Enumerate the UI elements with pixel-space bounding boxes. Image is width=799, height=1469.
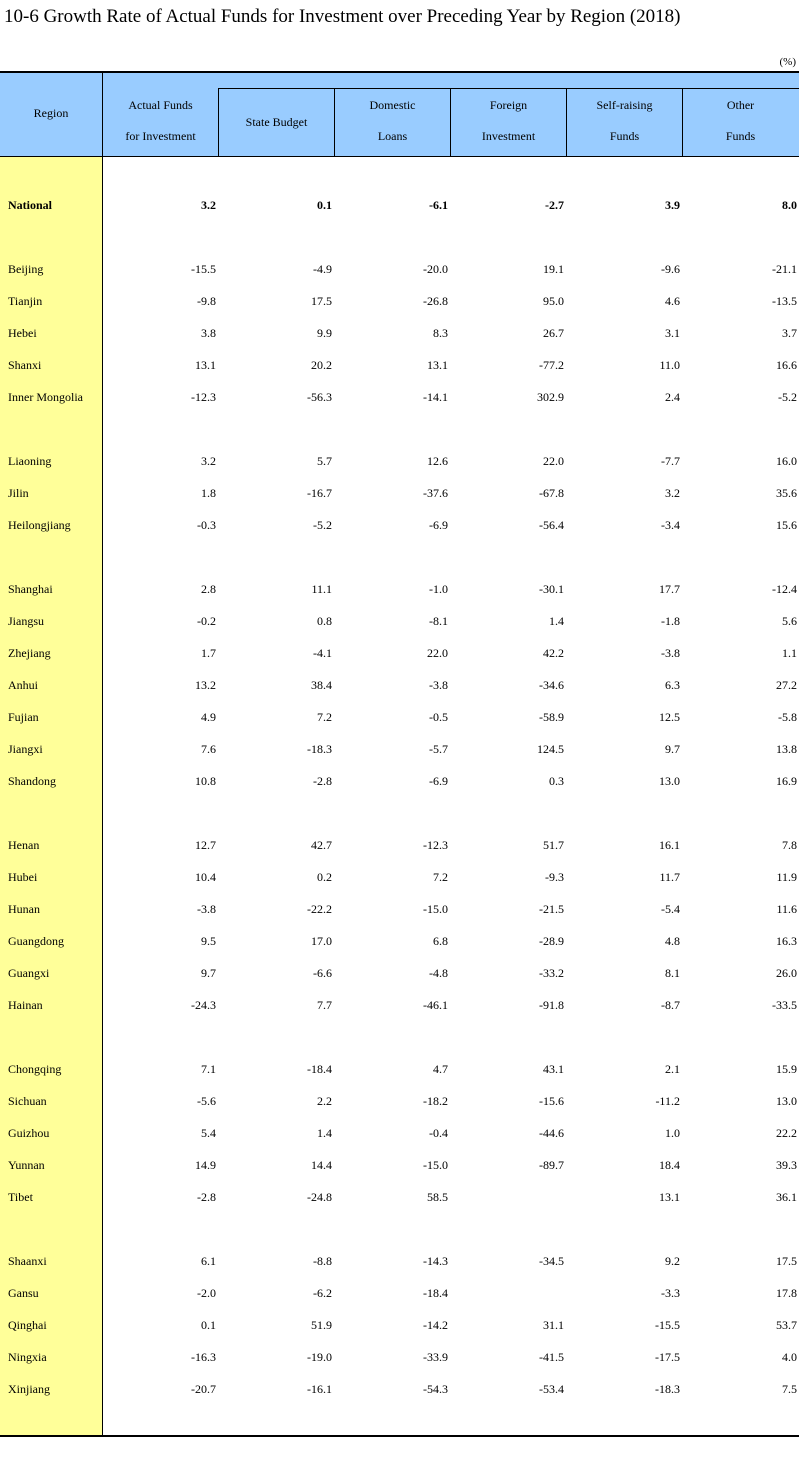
- cell-domestic: -37.6: [423, 486, 448, 500]
- cell-domestic: -6.9: [429, 518, 448, 532]
- cell-other: 17.8: [776, 1286, 797, 1300]
- region-name: Heilongjiang: [8, 518, 71, 532]
- cell-domestic: -18.2: [423, 1094, 448, 1108]
- header-foreign-line2: Investment: [481, 129, 536, 143]
- cell-self: 2.4: [665, 390, 680, 404]
- region-name: Hainan: [8, 998, 43, 1012]
- cell-state: 1.4: [317, 1126, 332, 1140]
- cell-domestic: -46.1: [423, 998, 448, 1012]
- cell-self: 11.0: [659, 358, 680, 372]
- cell-foreign: -21.5: [539, 902, 564, 916]
- header-foreign-investment: [451, 98, 566, 144]
- table-row: [0, 1380, 799, 1398]
- table-row: [0, 900, 799, 918]
- cell-other: -13.5: [772, 294, 797, 308]
- region-name: Anhui: [8, 678, 38, 692]
- header-other-line2: Funds: [725, 129, 756, 143]
- cell-actual: -3.8: [197, 902, 216, 916]
- cell-foreign: -77.2: [539, 358, 564, 372]
- cell-state: -5.2: [313, 518, 332, 532]
- cell-other: 53.7: [776, 1318, 797, 1332]
- header-foreign-line1: Foreign: [489, 98, 528, 112]
- region-name: Guizhou: [8, 1126, 50, 1140]
- cell-state: 38.4: [311, 678, 332, 692]
- cell-state: -56.3: [307, 390, 332, 404]
- region-name: National: [8, 198, 53, 212]
- cell-other: 15.6: [776, 518, 797, 532]
- cell-domestic: 12.6: [427, 454, 448, 468]
- cell-state: -19.0: [307, 1350, 332, 1364]
- cell-domestic: 13.1: [427, 358, 448, 372]
- cell-self: -15.5: [655, 1318, 680, 1332]
- cell-other: 11.9: [776, 870, 797, 884]
- table-row: [0, 612, 799, 630]
- cell-state: 5.7: [317, 454, 332, 468]
- cell-other: 39.3: [776, 1158, 797, 1172]
- cell-domestic: -4.8: [429, 966, 448, 980]
- cell-state: -4.9: [313, 262, 332, 276]
- cell-self: -1.8: [661, 614, 680, 628]
- cell-other: 13.0: [776, 1094, 797, 1108]
- cell-foreign: -34.6: [539, 678, 564, 692]
- cell-foreign: 42.2: [543, 646, 564, 660]
- cell-domestic: -14.2: [423, 1318, 448, 1332]
- cell-actual: -0.3: [197, 518, 216, 532]
- cell-state: -18.3: [307, 742, 332, 756]
- cell-state: -22.2: [307, 902, 332, 916]
- header-actual-line1: Actual Funds: [128, 98, 193, 112]
- cell-self: 13.1: [659, 1190, 680, 1204]
- cell-other: 15.9: [776, 1062, 797, 1076]
- region-name: Inner Mongolia: [8, 390, 83, 404]
- cell-other: -12.4: [772, 582, 797, 596]
- table-row: [0, 356, 799, 374]
- cell-actual: -24.3: [191, 998, 216, 1012]
- table-row: [0, 868, 799, 886]
- cell-other: 16.3: [776, 934, 797, 948]
- cell-state: 7.7: [317, 998, 332, 1012]
- cell-actual: 12.7: [195, 838, 216, 852]
- cell-domestic: -20.0: [423, 262, 448, 276]
- region-name: Qinghai: [8, 1318, 47, 1332]
- cell-self: 4.6: [665, 294, 680, 308]
- region-name: Jiangxi: [8, 742, 43, 756]
- cell-foreign: -34.5: [539, 1254, 564, 1268]
- cell-state: 2.2: [317, 1094, 332, 1108]
- table-row: [0, 676, 799, 694]
- cell-domestic: -3.8: [429, 678, 448, 692]
- cell-foreign: -2.7: [545, 198, 564, 212]
- cell-actual: -16.3: [191, 1350, 216, 1364]
- region-name: Chongqing: [8, 1062, 62, 1076]
- region-name: Guangdong: [8, 934, 64, 948]
- cell-domestic: 8.3: [433, 326, 448, 340]
- cell-other: -21.1: [772, 262, 797, 276]
- table-row: [0, 708, 799, 726]
- cell-domestic: -6.9: [429, 774, 448, 788]
- cell-self: 6.3: [665, 678, 680, 692]
- cell-actual: 1.7: [201, 646, 216, 660]
- cell-other: 7.5: [782, 1382, 797, 1396]
- cell-actual: 3.2: [201, 198, 216, 212]
- cell-state: -2.8: [313, 774, 332, 788]
- page-title: 10-6 Growth Rate of Actual Funds for Investment over Preceding Year by Region (2018): [4, 6, 681, 27]
- cell-foreign: 22.0: [543, 454, 564, 468]
- cell-actual: 10.4: [195, 870, 216, 884]
- table-row: [0, 1092, 799, 1110]
- region-name: Yunnan: [8, 1158, 45, 1172]
- cell-actual: -2.8: [197, 1190, 216, 1204]
- cell-foreign: 95.0: [543, 294, 564, 308]
- header-actual-funds: [103, 98, 218, 144]
- cell-foreign: -15.6: [539, 1094, 564, 1108]
- region-name: Henan: [8, 838, 40, 852]
- cell-domestic: -6.1: [429, 198, 448, 212]
- cell-state: 51.9: [311, 1318, 332, 1332]
- region-name: Ningxia: [8, 1350, 47, 1364]
- cell-self: -7.7: [661, 454, 680, 468]
- region-name: Gansu: [8, 1286, 39, 1300]
- cell-actual: 10.8: [195, 774, 216, 788]
- cell-state: 0.1: [317, 198, 332, 212]
- cell-domestic: -0.5: [429, 710, 448, 724]
- cell-domestic: -0.4: [429, 1126, 448, 1140]
- cell-state: 0.8: [317, 614, 332, 628]
- cell-state: -18.4: [307, 1062, 332, 1076]
- header-domestic-loans: [335, 98, 450, 144]
- cell-self: 9.2: [665, 1254, 680, 1268]
- cell-other: 7.8: [782, 838, 797, 852]
- region-name: Shaanxi: [8, 1254, 47, 1268]
- cell-actual: -9.8: [197, 294, 216, 308]
- cell-actual: 1.8: [201, 486, 216, 500]
- cell-domestic: 58.5: [427, 1190, 448, 1204]
- cell-domestic: -1.0: [429, 582, 448, 596]
- table-row: [0, 932, 799, 950]
- table-row: [0, 580, 799, 598]
- region-name: Jiangsu: [8, 614, 44, 628]
- cell-foreign: 302.9: [537, 390, 564, 404]
- table-row: [0, 1252, 799, 1270]
- cell-actual: 13.1: [195, 358, 216, 372]
- cell-foreign: -28.9: [539, 934, 564, 948]
- cell-self: -17.5: [655, 1350, 680, 1364]
- cell-actual: 4.9: [201, 710, 216, 724]
- cell-domestic: -12.3: [423, 838, 448, 852]
- cell-state: 9.9: [317, 326, 332, 340]
- cell-domestic: 6.8: [433, 934, 448, 948]
- cell-domestic: -5.7: [429, 742, 448, 756]
- cell-domestic: -18.4: [423, 1286, 448, 1300]
- cell-actual: -5.6: [197, 1094, 216, 1108]
- cell-state: -16.7: [307, 486, 332, 500]
- table-row: [0, 324, 799, 342]
- cell-state: -6.6: [313, 966, 332, 980]
- cell-actual: -0.2: [197, 614, 216, 628]
- cell-other: 17.5: [776, 1254, 797, 1268]
- cell-self: -3.3: [661, 1286, 680, 1300]
- cell-foreign: 0.3: [549, 774, 564, 788]
- region-name: Zhejiang: [8, 646, 51, 660]
- cell-state: 0.2: [317, 870, 332, 884]
- table-row: [0, 1316, 799, 1334]
- cell-actual: -20.7: [191, 1382, 216, 1396]
- table-row: [0, 1124, 799, 1142]
- cell-actual: 7.1: [201, 1062, 216, 1076]
- cell-foreign: -89.7: [539, 1158, 564, 1172]
- cell-other: 16.6: [776, 358, 797, 372]
- cell-foreign: -41.5: [539, 1350, 564, 1364]
- table-row: [0, 1348, 799, 1366]
- cell-self: -11.2: [655, 1094, 680, 1108]
- cell-foreign: -67.8: [539, 486, 564, 500]
- cell-domestic: -8.1: [429, 614, 448, 628]
- cell-other: 3.7: [782, 326, 797, 340]
- table-row: [0, 1284, 799, 1302]
- table-row: [0, 516, 799, 534]
- cell-other: 16.0: [776, 454, 797, 468]
- cell-state: 20.2: [311, 358, 332, 372]
- cell-actual: 0.1: [201, 1318, 216, 1332]
- region-name: Fujian: [8, 710, 39, 724]
- cell-self: -3.8: [661, 646, 680, 660]
- cell-self: 3.9: [665, 198, 680, 212]
- cell-foreign: -56.4: [539, 518, 564, 532]
- cell-other: 26.0: [776, 966, 797, 980]
- cell-self: -8.7: [661, 998, 680, 1012]
- cell-self: 3.1: [665, 326, 680, 340]
- region-name: Shanghai: [8, 582, 53, 596]
- table-row: [0, 644, 799, 662]
- cell-actual: -2.0: [197, 1286, 216, 1300]
- cell-other: 11.6: [776, 902, 797, 916]
- cell-actual: 9.5: [201, 934, 216, 948]
- header-other-line1: Other: [726, 98, 755, 112]
- cell-state: 17.0: [311, 934, 332, 948]
- region-name: Shandong: [8, 774, 56, 788]
- table-row: [0, 260, 799, 278]
- cell-state: -4.1: [313, 646, 332, 660]
- cell-self: 12.5: [659, 710, 680, 724]
- region-name: Shanxi: [8, 358, 42, 372]
- region-name: Hubei: [8, 870, 38, 884]
- cell-domestic: -14.1: [423, 390, 448, 404]
- cell-foreign: 1.4: [549, 614, 564, 628]
- cell-other: 16.9: [776, 774, 797, 788]
- cell-self: 11.7: [659, 870, 680, 884]
- cell-state: -8.8: [313, 1254, 332, 1268]
- table-row: [0, 388, 799, 406]
- cell-state: 11.1: [311, 582, 332, 596]
- cell-other: 8.0: [782, 198, 797, 212]
- region-column-background: [0, 157, 103, 1435]
- cell-actual: 3.8: [201, 326, 216, 340]
- cell-foreign: 31.1: [543, 1318, 564, 1332]
- cell-state: 17.5: [311, 294, 332, 308]
- table-row: [0, 484, 799, 502]
- header-self-line1: Self-raising: [596, 98, 653, 112]
- cell-actual: 9.7: [201, 966, 216, 980]
- cell-domestic: -33.9: [423, 1350, 448, 1364]
- table-row: [0, 1060, 799, 1078]
- cell-self: 18.4: [659, 1158, 680, 1172]
- cell-actual: 2.8: [201, 582, 216, 596]
- header-domestic-line2: Loans: [377, 129, 408, 143]
- cell-other: -5.8: [778, 710, 797, 724]
- cell-foreign: 51.7: [543, 838, 564, 852]
- cell-state: 14.4: [311, 1158, 332, 1172]
- cell-self: 16.1: [659, 838, 680, 852]
- cell-other: 5.6: [782, 614, 797, 628]
- region-name: Xinjiang: [8, 1382, 50, 1396]
- header-region: Region: [33, 106, 69, 120]
- region-name: Liaoning: [8, 454, 52, 468]
- cell-self: -9.6: [661, 262, 680, 276]
- cell-other: 1.1: [782, 646, 797, 660]
- cell-foreign: -33.2: [539, 966, 564, 980]
- cell-foreign: -44.6: [539, 1126, 564, 1140]
- cell-other: 35.6: [776, 486, 797, 500]
- cell-self: 2.1: [665, 1062, 680, 1076]
- region-name: Jilin: [8, 486, 29, 500]
- cell-domestic: -14.3: [423, 1254, 448, 1268]
- cell-actual: 13.2: [195, 678, 216, 692]
- region-name: Sichuan: [8, 1094, 47, 1108]
- cell-actual: -15.5: [191, 262, 216, 276]
- cell-domestic: -15.0: [423, 902, 448, 916]
- cell-other: 36.1: [776, 1190, 797, 1204]
- cell-self: -3.4: [661, 518, 680, 532]
- header-self-line2: Funds: [609, 129, 640, 143]
- region-name: Tianjin: [8, 294, 43, 308]
- table-row: [0, 836, 799, 854]
- cell-domestic: 22.0: [427, 646, 448, 660]
- header-state-budget: State Budget: [245, 115, 308, 129]
- region-name: Hebei: [8, 326, 37, 340]
- cell-state: -6.2: [313, 1286, 332, 1300]
- cell-domestic: 7.2: [433, 870, 448, 884]
- cell-self: -18.3: [655, 1382, 680, 1396]
- table-row: [0, 964, 799, 982]
- region-name: Hunan: [8, 902, 40, 916]
- cell-other: 13.8: [776, 742, 797, 756]
- cell-foreign: -58.9: [539, 710, 564, 724]
- table-row: [0, 740, 799, 758]
- cell-self: -5.4: [661, 902, 680, 916]
- region-name: Tibet: [8, 1190, 33, 1204]
- cell-other: 27.2: [776, 678, 797, 692]
- table-row: [0, 292, 799, 310]
- cell-domestic: -26.8: [423, 294, 448, 308]
- cell-foreign: -91.8: [539, 998, 564, 1012]
- cell-self: 17.7: [659, 582, 680, 596]
- header-subrule: [218, 88, 799, 89]
- bottom-rule: [0, 1435, 799, 1437]
- cell-foreign: 43.1: [543, 1062, 564, 1076]
- cell-domestic: -15.0: [423, 1158, 448, 1172]
- cell-domestic: 4.7: [433, 1062, 448, 1076]
- cell-actual: 6.1: [201, 1254, 216, 1268]
- cell-self: 8.1: [665, 966, 680, 980]
- region-name: Guangxi: [8, 966, 50, 980]
- region-name: Beijing: [8, 262, 44, 276]
- cell-foreign: -9.3: [545, 870, 564, 884]
- cell-other: -33.5: [772, 998, 797, 1012]
- cell-state: 42.7: [311, 838, 332, 852]
- table-row: [0, 1156, 799, 1174]
- cell-self: 4.8: [665, 934, 680, 948]
- table-row: [0, 196, 799, 214]
- cell-foreign: -53.4: [539, 1382, 564, 1396]
- cell-foreign: 124.5: [537, 742, 564, 756]
- cell-actual: -12.3: [191, 390, 216, 404]
- table-row: [0, 772, 799, 790]
- cell-self: 9.7: [665, 742, 680, 756]
- header-domestic-line1: Domestic: [369, 98, 416, 112]
- cell-other: 22.2: [776, 1126, 797, 1140]
- table-row: [0, 452, 799, 470]
- cell-state: -16.1: [307, 1382, 332, 1396]
- cell-actual: 3.2: [201, 454, 216, 468]
- header-self-raising: [567, 98, 682, 144]
- unit-label: (%): [779, 56, 796, 68]
- cell-actual: 7.6: [201, 742, 216, 756]
- cell-foreign: 19.1: [543, 262, 564, 276]
- cell-other: -5.2: [778, 390, 797, 404]
- cell-foreign: -30.1: [539, 582, 564, 596]
- cell-self: 13.0: [659, 774, 680, 788]
- header-other-funds: [683, 98, 798, 144]
- cell-state: 7.2: [317, 710, 332, 724]
- table-row: [0, 996, 799, 1014]
- cell-state: -24.8: [307, 1190, 332, 1204]
- table-row: [0, 1188, 799, 1206]
- cell-other: 4.0: [782, 1350, 797, 1364]
- header-actual-line2: for Investment: [125, 129, 196, 143]
- cell-actual: 5.4: [201, 1126, 216, 1140]
- cell-actual: 14.9: [195, 1158, 216, 1172]
- cell-domestic: -54.3: [423, 1382, 448, 1396]
- cell-foreign: 26.7: [543, 326, 564, 340]
- cell-self: 1.0: [665, 1126, 680, 1140]
- cell-self: 3.2: [665, 486, 680, 500]
